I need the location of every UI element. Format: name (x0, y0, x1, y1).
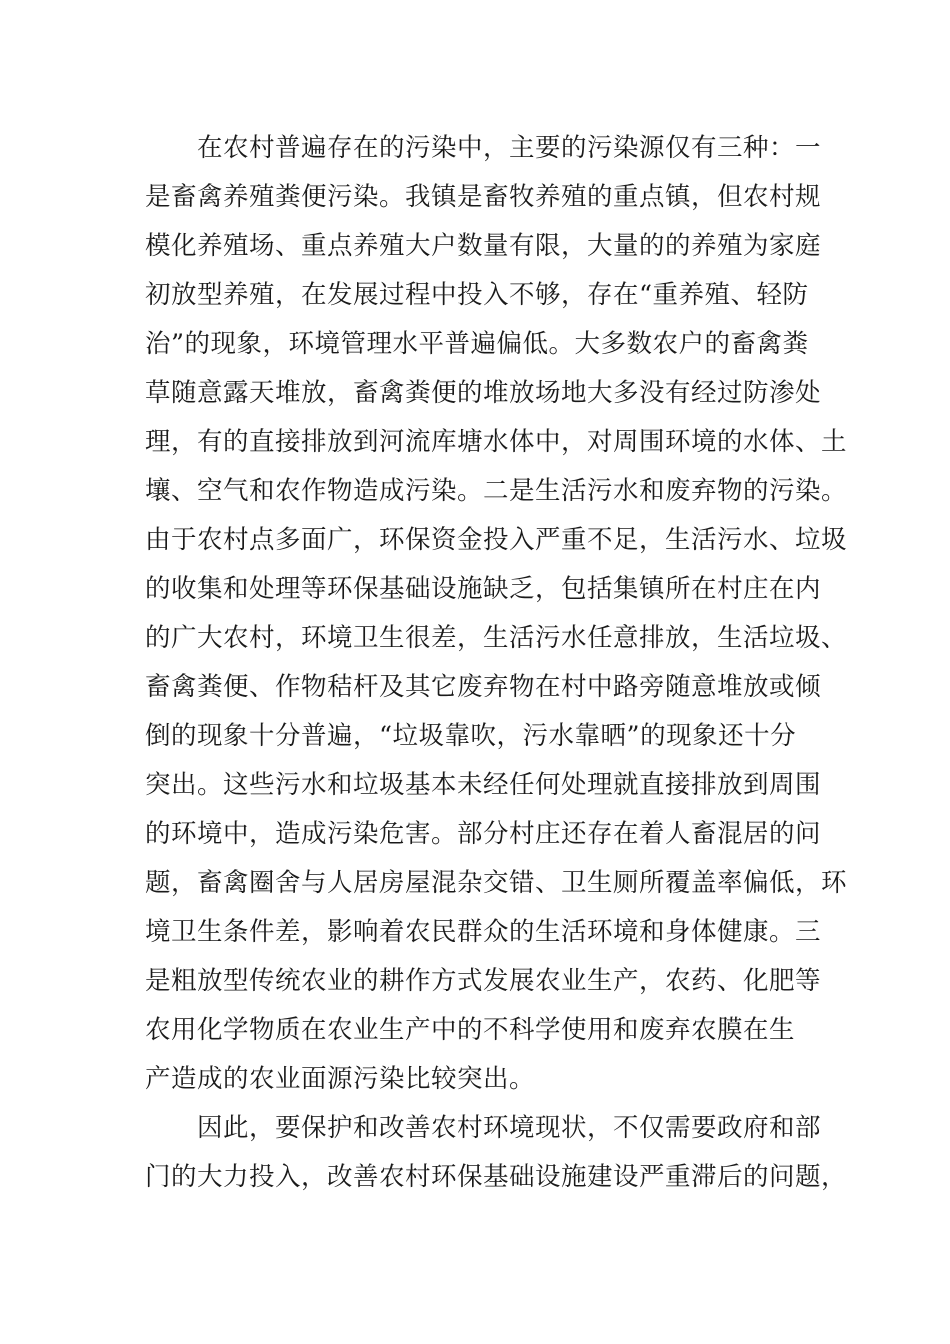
paragraph-1-line-18: 是粗放型传统农业的耕作方式发展农业生产，农药、化肥等 (145, 966, 822, 996)
paragraph-1-line-8: 壤、空气和农作物造成污染。二是生活污水和废弃物的污染。 (145, 476, 848, 506)
paragraph-1-line-6: 草随意露天堆放，畜禽粪便的堆放场地大多没有经过防渗处 (145, 378, 822, 408)
paragraph-1-line-10: 的收集和处理等环保基础设施缺乏，包括集镇所在村庄在内 (145, 574, 822, 604)
paragraph-1-line-4: 初放型养殖，在发展过程中投入不够，存在“重养殖、轻防 (145, 280, 809, 310)
paragraph-1-line-19: 农用化学物质在农业生产中的不科学使用和废弃农膜在生 (145, 1015, 796, 1045)
paragraph-1-line-17: 境卫生条件差，影响着农民群众的生活环境和身体健康。三 (145, 917, 822, 947)
paragraph-1-line-16: 题，畜禽圈舍与人居房屋混杂交错、卫生厕所覆盖率偏低，环 (145, 868, 848, 898)
paragraph-1-line-20: 产造成的农业面源污染比较突出。 (145, 1064, 536, 1094)
paragraph-2-line-1: 因此，要保护和改善农村环境现状，不仅需要政府和部 (197, 1113, 822, 1143)
paragraph-1-line-2: 是畜禽养殖粪便污染。我镇是畜牧养殖的重点镇，但农村规 (145, 182, 822, 212)
paragraph-2-line-2: 门的大力投入，改善农村环保基础设施建设严重滞后的问题， (145, 1162, 848, 1192)
document-body (145, 124, 848, 1202)
paragraph-1-line-12: 畜禽粪便、作物秸杆及其它废弃物在村中路旁随意堆放或倾 (145, 672, 822, 702)
paragraph-1-line-13: 倒的现象十分普遍，“垃圾靠吹，污水靠晒”的现象还十分 (145, 721, 797, 751)
paragraph-1-line-1: 在农村普遍存在的污染中，主要的污染源仅有三种：一 (197, 133, 822, 163)
paragraph-1-line-7: 理，有的直接排放到河流库塘水体中，对周围环境的水体、土 (145, 427, 848, 457)
paragraph-1-line-15: 的环境中，造成污染危害。部分村庄还存在着人畜混居的问 (145, 819, 822, 849)
paragraph-1-line-11: 的广大农村，环境卫生很差，生活污水任意排放，生活垃圾、 (145, 623, 848, 653)
paragraph-1-line-5: 治”的现象，环境管理水平普遍偏低。大多数农户的畜禽粪 (145, 329, 809, 359)
paragraph-1-line-3: 模化养殖场、重点养殖大户数量有限，大量的的养殖为家庭 (145, 231, 822, 261)
paragraph-1-line-9: 由于农村点多面广，环保资金投入严重不足，生活污水、垃圾 (145, 525, 848, 555)
paragraph-1-line-14: 突出。这些污水和垃圾基本未经任何处理就直接排放到周围 (145, 770, 822, 800)
